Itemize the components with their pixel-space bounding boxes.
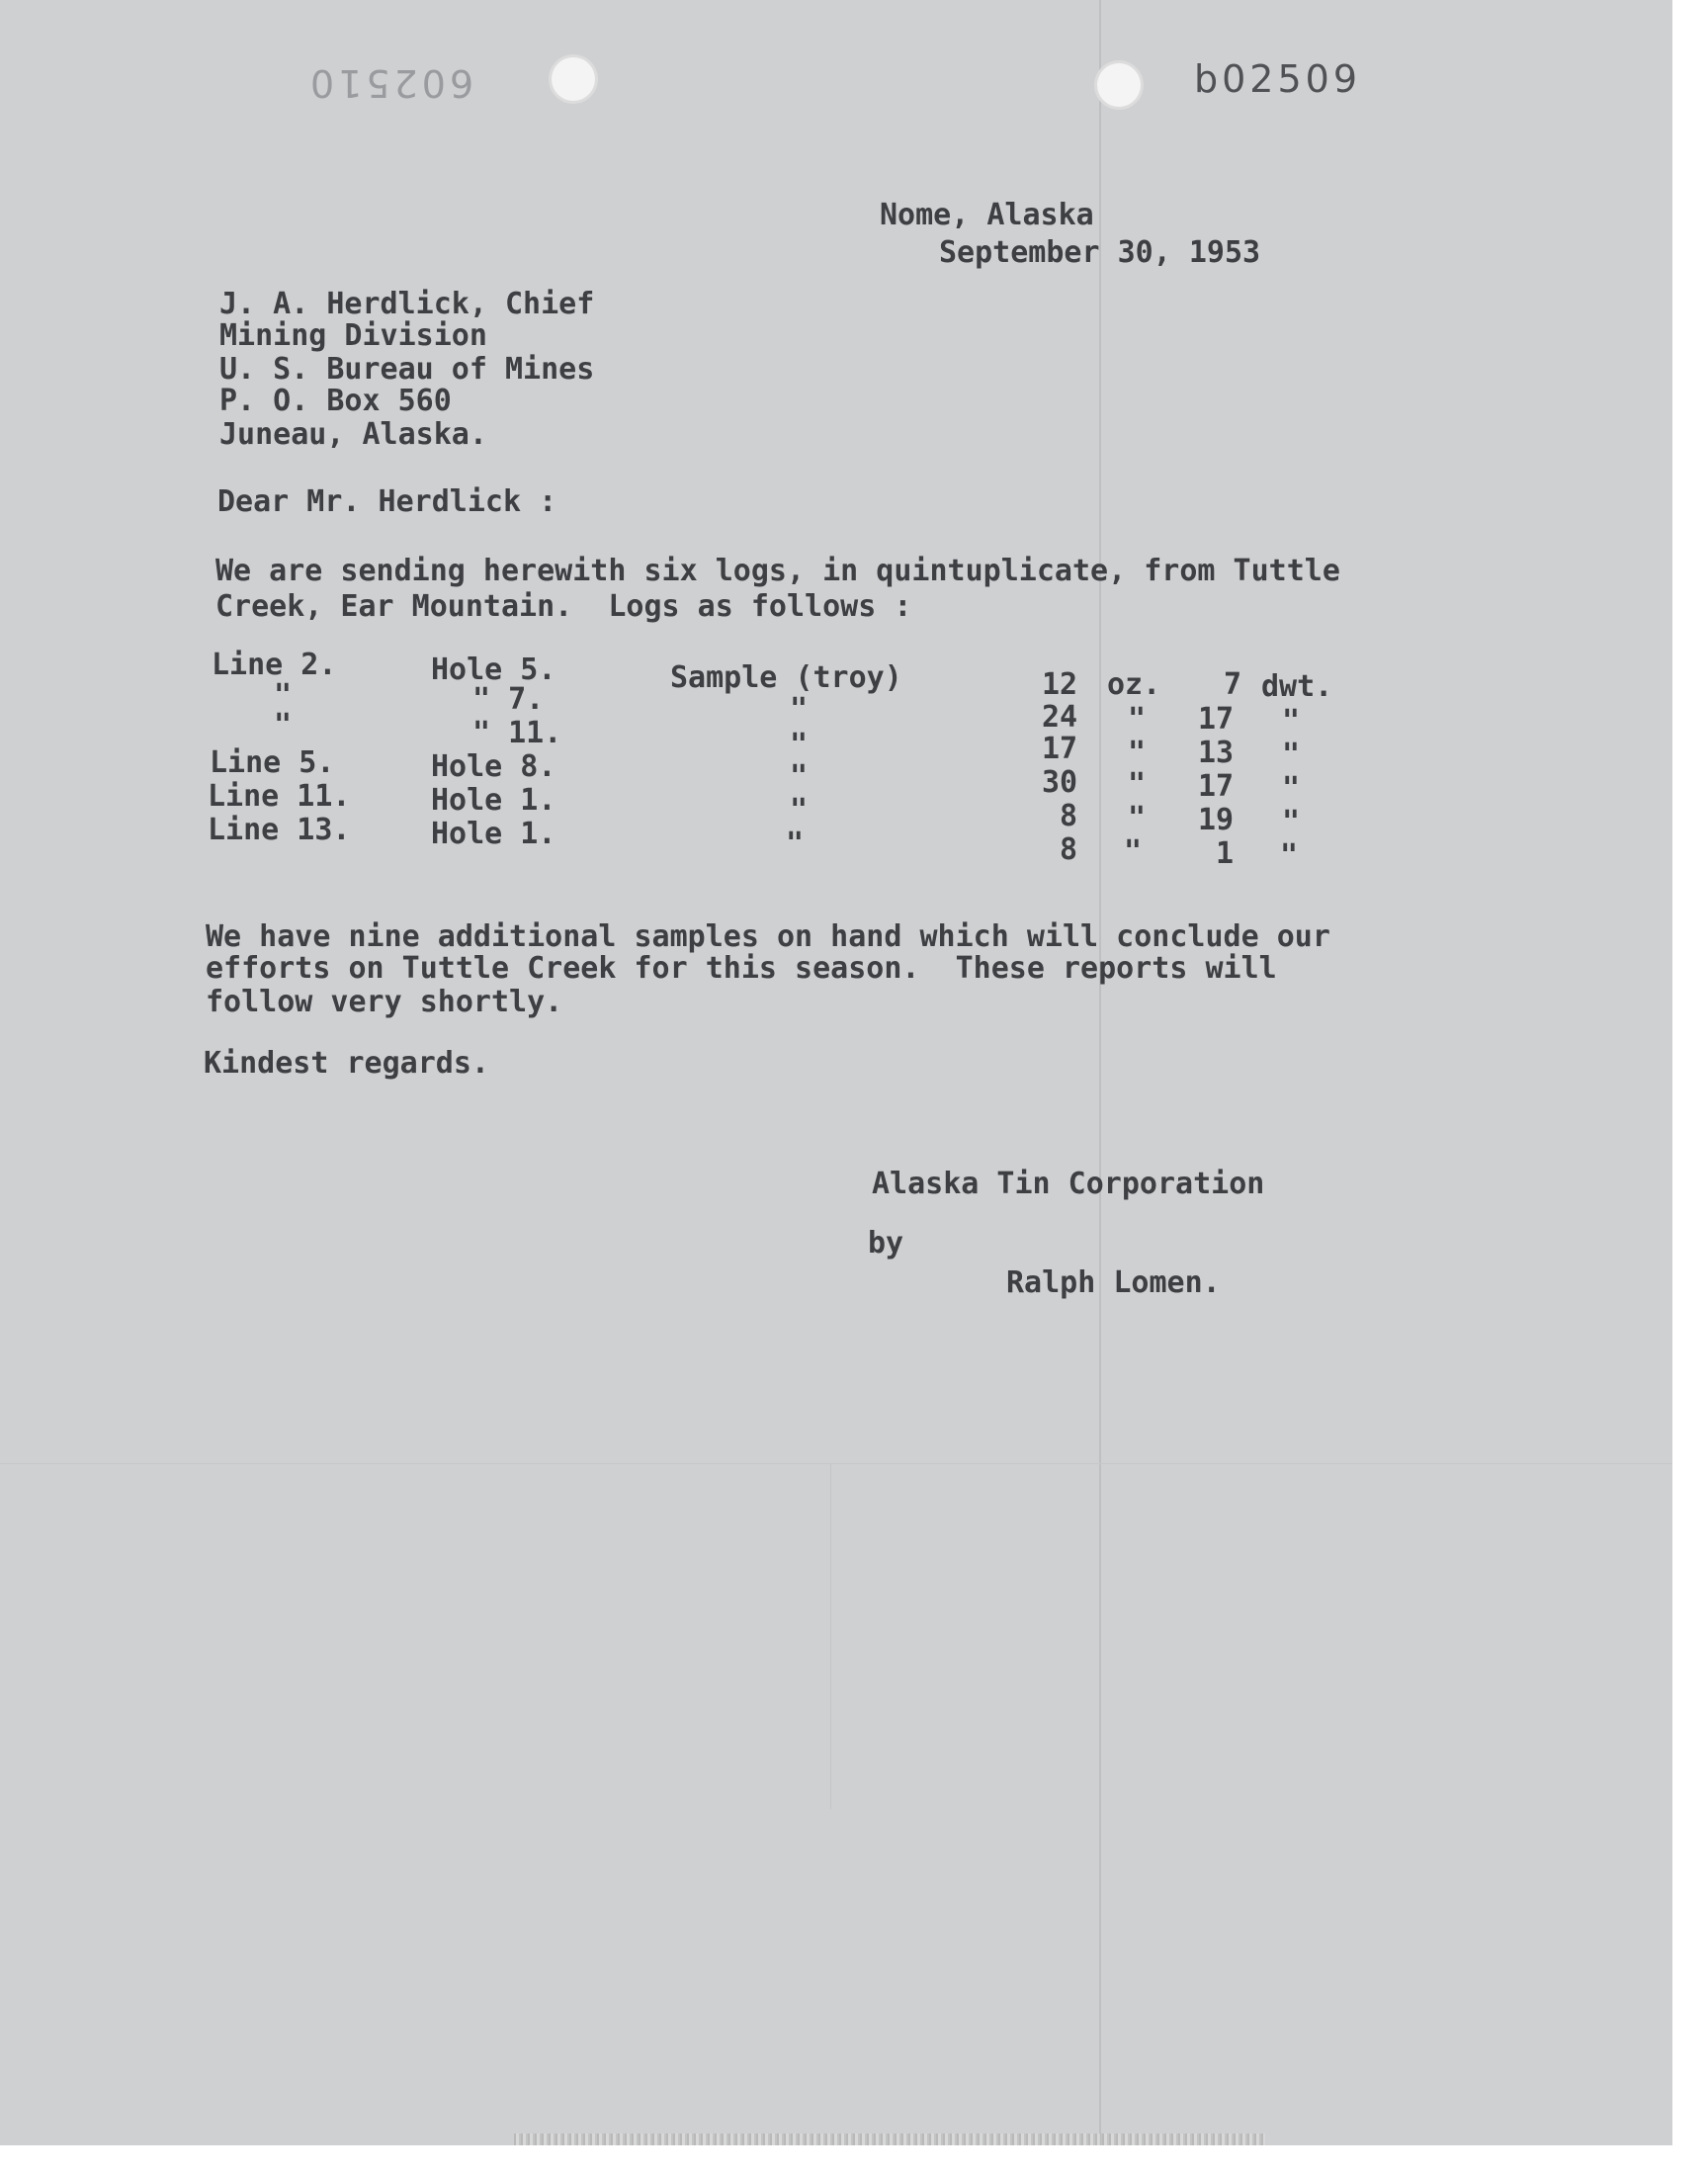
addressee-line: Juneau, Alaska. bbox=[219, 417, 487, 452]
salutation: Dear Mr. Herdlick : bbox=[217, 484, 557, 519]
log-sample-cell: " bbox=[789, 692, 809, 727]
fold-crease-vertical bbox=[1099, 0, 1101, 2145]
fold-crease-horizontal bbox=[0, 1463, 1672, 1464]
log-line-cell: Line 2. bbox=[212, 648, 337, 682]
closing-paragraph-line: efforts on Tuttle Creek for this season. These reports will bbox=[206, 951, 1277, 986]
log-oz-value: 8 bbox=[1060, 832, 1078, 867]
log-oz-value: 30 bbox=[1042, 765, 1078, 800]
log-hole-cell: Hole 1. bbox=[431, 783, 556, 818]
reversed-stamp-number: 602510 bbox=[306, 61, 474, 105]
log-dwt-unit: " bbox=[1279, 838, 1299, 873]
log-hole-cell: " 7. bbox=[472, 682, 545, 717]
letter-date: September 30, 1953 bbox=[939, 235, 1261, 270]
closing-paragraph-line: We have nine additional samples on hand which will conclude our bbox=[206, 919, 1330, 954]
log-oz-unit: " bbox=[1127, 702, 1147, 737]
log-dwt-value: 17 bbox=[1198, 769, 1235, 804]
addressee-line: U. S. Bureau of Mines bbox=[219, 352, 595, 387]
addressee-line: Mining Division bbox=[219, 318, 487, 353]
log-oz-unit: " bbox=[1123, 834, 1143, 869]
log-oz-unit: " bbox=[1127, 801, 1147, 835]
log-dwt-value: 13 bbox=[1198, 736, 1235, 770]
log-sample-cell: " bbox=[789, 793, 809, 827]
log-line-cell: " bbox=[273, 678, 293, 713]
scan-margin bbox=[0, 2145, 1708, 2175]
signature-by: by bbox=[868, 1226, 904, 1261]
addressee-line: J. A. Herdlick, Chief bbox=[219, 287, 595, 321]
scan-artifact bbox=[514, 2133, 1265, 2145]
log-sample-cell: " bbox=[789, 728, 809, 762]
log-oz-value: 8 bbox=[1060, 799, 1078, 833]
log-sample-cell: " bbox=[789, 759, 809, 794]
log-dwt-unit: dwt. bbox=[1261, 669, 1333, 704]
punch-hole-right bbox=[1097, 63, 1141, 107]
signature-company: Alaska Tin Corporation bbox=[872, 1167, 1265, 1201]
intro-paragraph-line: We are sending herewith six logs, in quintuplicate, from Tuttle bbox=[215, 554, 1340, 588]
log-dwt-value: 17 bbox=[1198, 702, 1235, 737]
log-dwt-value: 7 bbox=[1223, 667, 1241, 702]
log-oz-value: 12 bbox=[1042, 667, 1078, 702]
log-line-cell: Line 13. bbox=[208, 813, 351, 847]
closing-paragraph-line: follow very shortly. bbox=[206, 985, 563, 1019]
letter-place: Nome, Alaska bbox=[880, 198, 1094, 232]
document-stamp-number: b02509 bbox=[1194, 57, 1362, 101]
log-line-cell: " bbox=[273, 708, 293, 742]
log-dwt-value: 19 bbox=[1198, 803, 1235, 837]
log-line-cell: Line 5. bbox=[210, 745, 335, 780]
regards: Kindest regards. bbox=[204, 1046, 489, 1081]
log-oz-value: 17 bbox=[1042, 732, 1078, 766]
log-dwt-unit: " bbox=[1281, 704, 1301, 739]
log-hole-cell: " 11. bbox=[472, 716, 562, 750]
log-oz-unit: " bbox=[1127, 767, 1147, 802]
log-oz-unit: " bbox=[1127, 736, 1147, 770]
log-line-cell: Line 11. bbox=[208, 779, 351, 814]
log-sample-cell: " bbox=[785, 826, 805, 861]
log-dwt-unit: " bbox=[1281, 738, 1301, 772]
log-hole-cell: Hole 1. bbox=[431, 817, 556, 851]
log-dwt-unit: " bbox=[1281, 805, 1301, 839]
punch-hole-left bbox=[552, 57, 595, 101]
log-hole-cell: Hole 8. bbox=[431, 749, 556, 784]
signature-name: Ralph Lomen. bbox=[1006, 1265, 1221, 1300]
fold-crease-vertical-lower bbox=[830, 1463, 831, 1809]
log-dwt-unit: " bbox=[1281, 771, 1301, 806]
log-oz-unit: oz. bbox=[1107, 667, 1161, 702]
log-oz-value: 24 bbox=[1042, 700, 1078, 735]
intro-paragraph-line: Creek, Ear Mountain. Logs as follows : bbox=[215, 589, 912, 624]
log-hole-cell: Hole 5. bbox=[431, 652, 556, 687]
addressee-line: P. O. Box 560 bbox=[219, 384, 452, 418]
sample-column-header: Sample (troy) bbox=[670, 660, 902, 695]
log-dwt-value: 1 bbox=[1216, 836, 1235, 871]
